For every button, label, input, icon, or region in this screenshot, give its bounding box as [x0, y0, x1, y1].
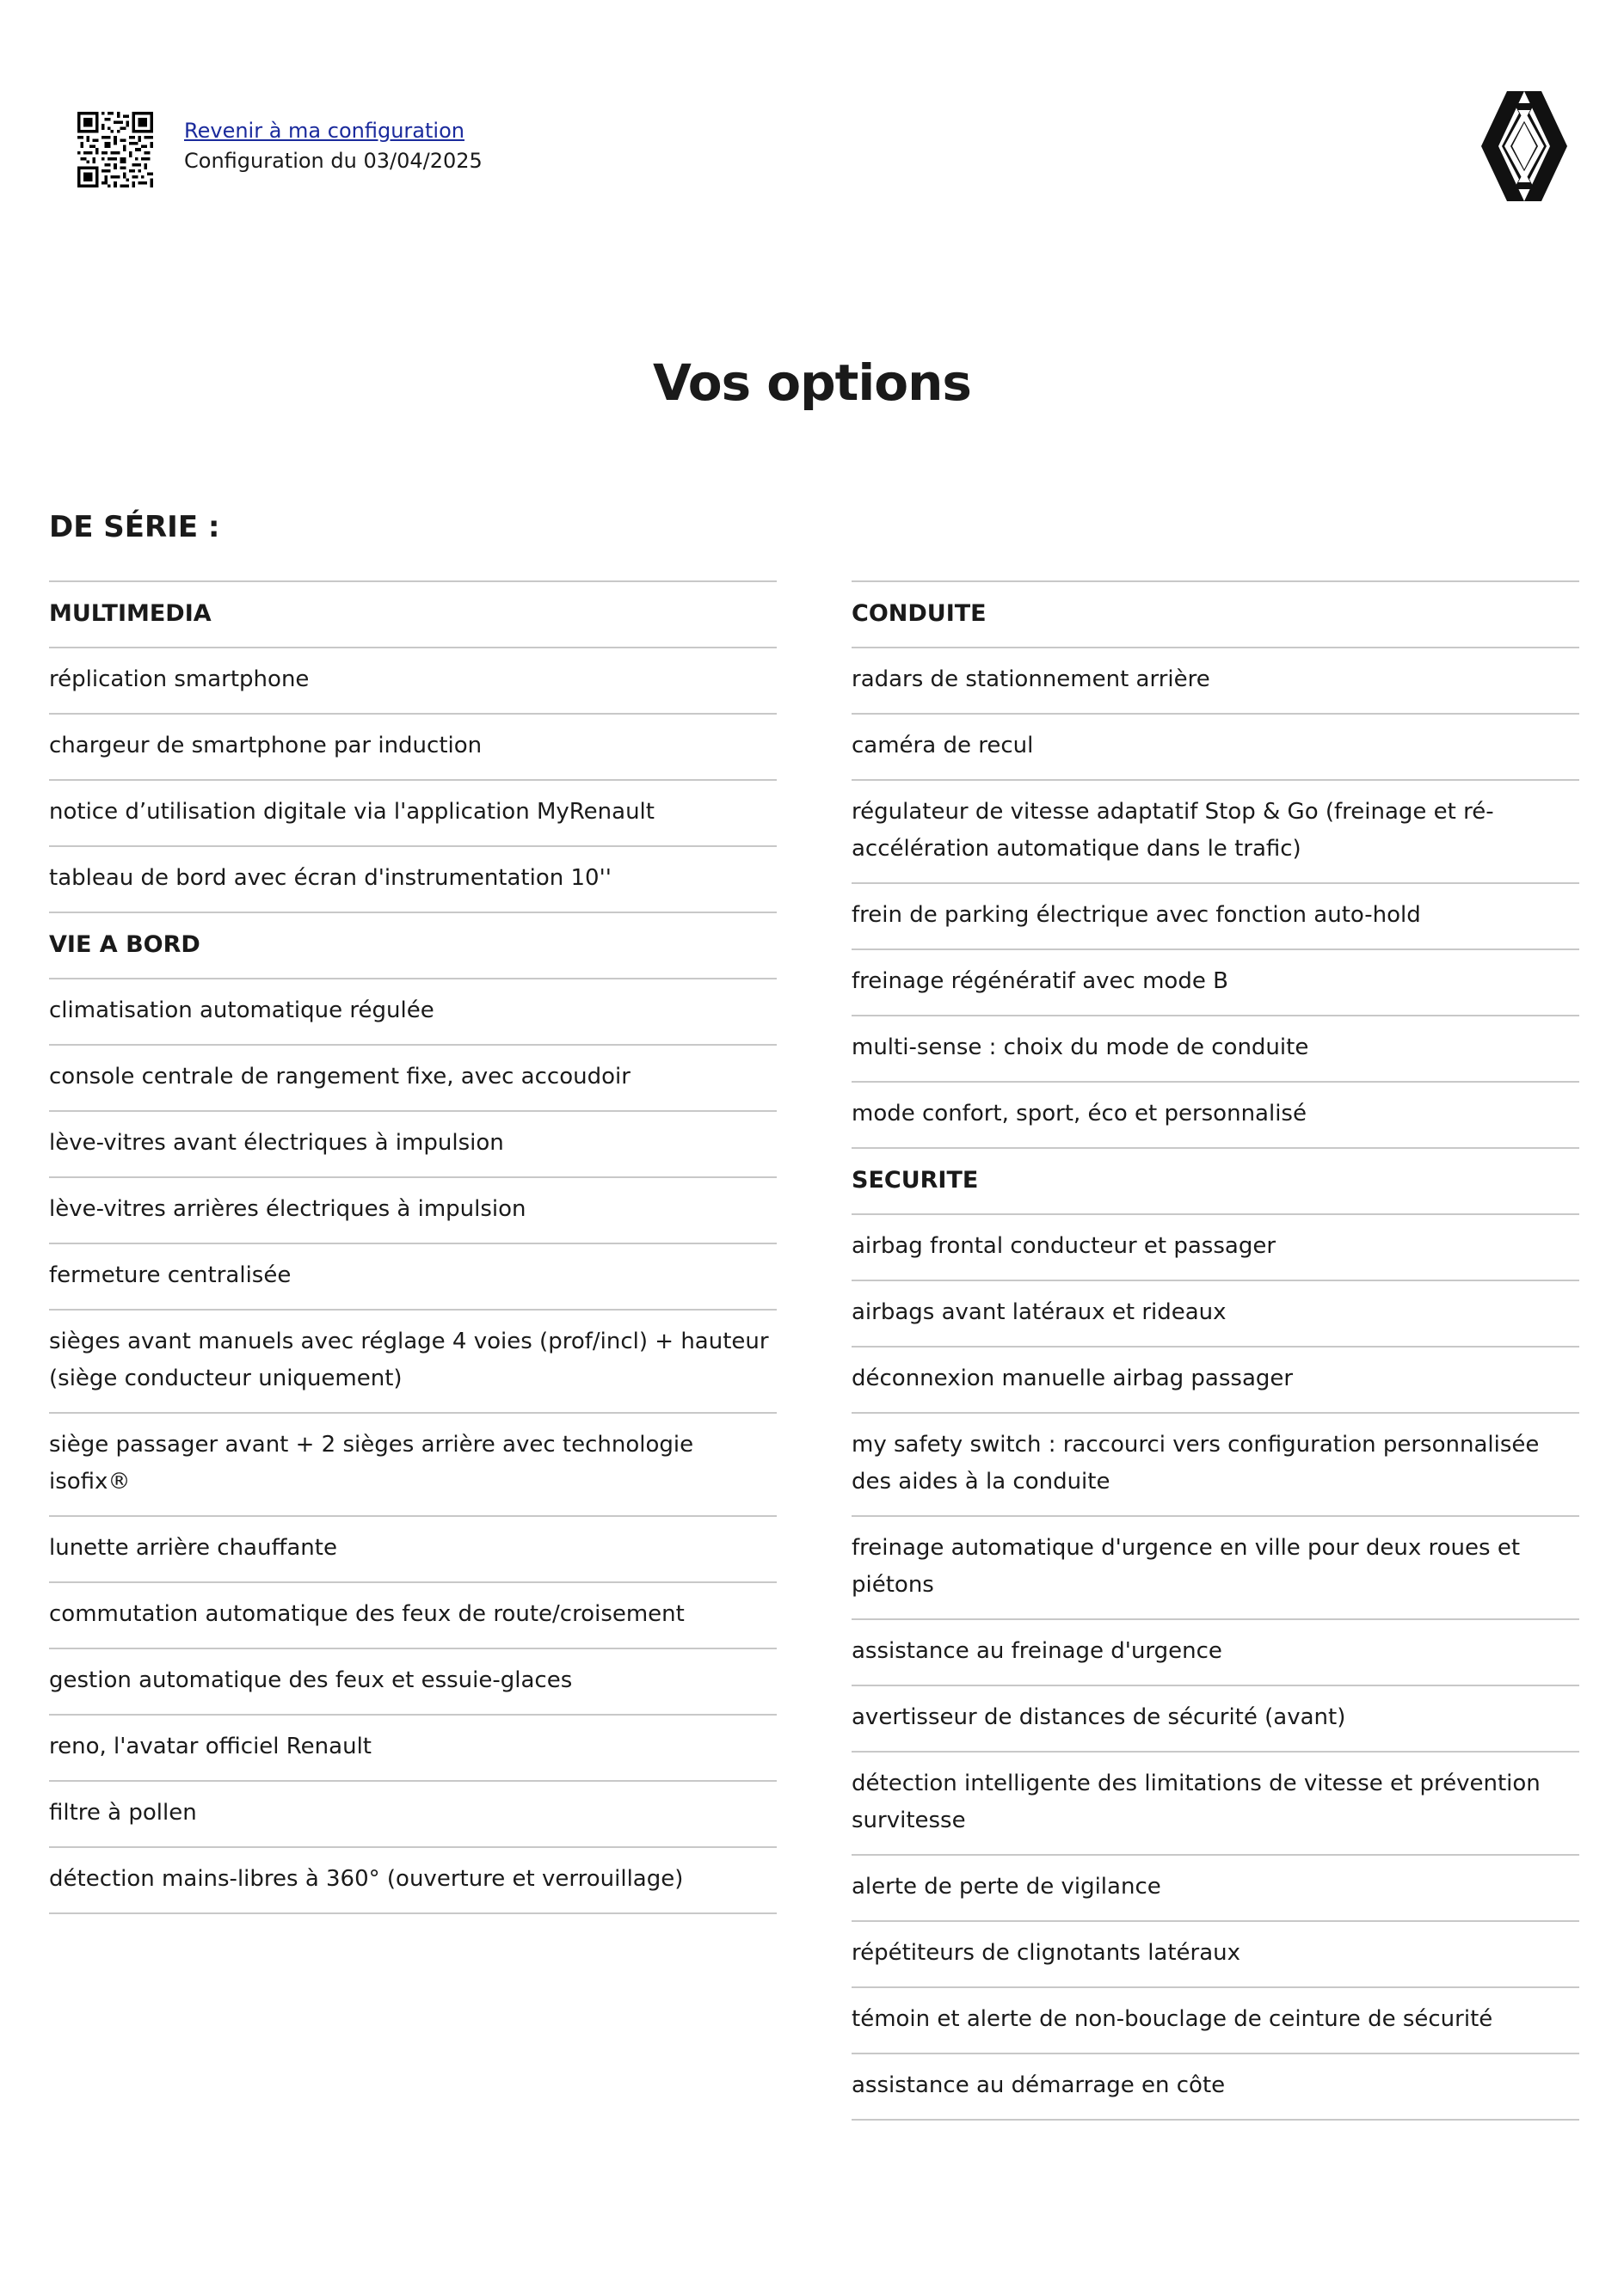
category-securite: SECURITE — [852, 1149, 1579, 1215]
option-item: mode confort, sport, éco et personnalisé — [852, 1083, 1579, 1149]
option-item: freinage automatique d'urgence en ville pour deux roues et piétons — [852, 1517, 1579, 1620]
option-item: filtre à pollen — [49, 1782, 777, 1848]
option-item: lève-vitres avant électriques à impulsion — [49, 1112, 777, 1178]
category-conduite: CONDUITE — [852, 582, 1579, 648]
configuration-date: Configuration du 03/04/2025 — [184, 149, 483, 173]
option-item: sièges avant manuels avec réglage 4 voies (prof/incl) + hauteur (siège conducteur uniquement) — [49, 1311, 777, 1414]
option-item: réplication smartphone — [49, 648, 777, 715]
option-item: lève-vitres arrières électriques à impulsion — [49, 1178, 777, 1244]
option-item: siège passager avant + 2 sièges arrière avec technologie isofix® — [49, 1414, 777, 1517]
option-item: avertisseur de distances de sécurité (avant) — [852, 1686, 1579, 1753]
qr-code-icon — [77, 112, 153, 187]
option-item: répétiteurs de clignotants latéraux — [852, 1922, 1579, 1988]
option-item: notice d’utilisation digitale via l'application MyRenault — [49, 781, 777, 847]
option-item: fermeture centralisée — [49, 1244, 777, 1311]
header-text — [184, 112, 483, 176]
option-item: détection mains-libres à 360° (ouverture et verrouillage) — [49, 1848, 777, 1914]
option-item: commutation automatique des feux de route/croisement — [49, 1583, 777, 1649]
option-item: déconnexion manuelle airbag passager — [852, 1348, 1579, 1414]
option-item: freinage régénératif avec mode B — [852, 950, 1579, 1016]
back-to-configuration-link[interactable]: Revenir à ma configuration — [184, 119, 464, 143]
option-item: régulateur de vitesse adaptatif Stop & Go (freinage et ré-accélération automatique dans le trafic) — [852, 781, 1579, 884]
option-item: chargeur de smartphone par induction — [49, 715, 777, 781]
option-item: radars de stationnement arrière — [852, 648, 1579, 715]
option-item: airbag frontal conducteur et passager — [852, 1215, 1579, 1281]
option-item: assistance au démarrage en côte — [852, 2054, 1579, 2121]
page-title: Vos options — [653, 353, 971, 412]
option-item: tableau de bord avec écran d'instrumentation 10'' — [49, 847, 777, 913]
option-item: my safety switch : raccourci vers configuration personnalisée des aides à la conduite — [852, 1414, 1579, 1517]
category-vie-a-bord: VIE A BORD — [49, 913, 777, 979]
option-item: frein de parking électrique avec fonction auto-hold — [852, 884, 1579, 950]
options-list-right — [852, 580, 1579, 2121]
section-title-standard: DE SÉRIE : — [49, 510, 220, 544]
option-item: console centrale de rangement fixe, avec accoudoir — [49, 1046, 777, 1112]
option-item: lunette arrière chauffante — [49, 1517, 777, 1583]
option-item: multi-sense : choix du mode de conduite — [852, 1016, 1579, 1083]
option-item: assistance au freinage d'urgence — [852, 1620, 1579, 1686]
option-item: caméra de recul — [852, 715, 1579, 781]
renault-logo — [1481, 91, 1567, 201]
option-item: airbags avant latéraux et rideaux — [852, 1281, 1579, 1348]
option-item: gestion automatique des feux et essuie-glaces — [49, 1649, 777, 1716]
option-item: témoin et alerte de non-bouclage de ceinture de sécurité — [852, 1988, 1579, 2054]
category-multimedia: MULTIMEDIA — [49, 582, 777, 648]
option-item: climatisation automatique régulée — [49, 979, 777, 1046]
options-column-right — [852, 580, 1579, 2121]
option-item: détection intelligente des limitations de vitesse et prévention survitesse — [852, 1753, 1579, 1856]
options-column-left — [49, 580, 777, 1914]
option-item: alerte de perte de vigilance — [852, 1856, 1579, 1922]
page-header — [77, 112, 483, 189]
options-list-left — [49, 580, 777, 1914]
option-item: reno, l'avatar officiel Renault — [49, 1716, 777, 1782]
